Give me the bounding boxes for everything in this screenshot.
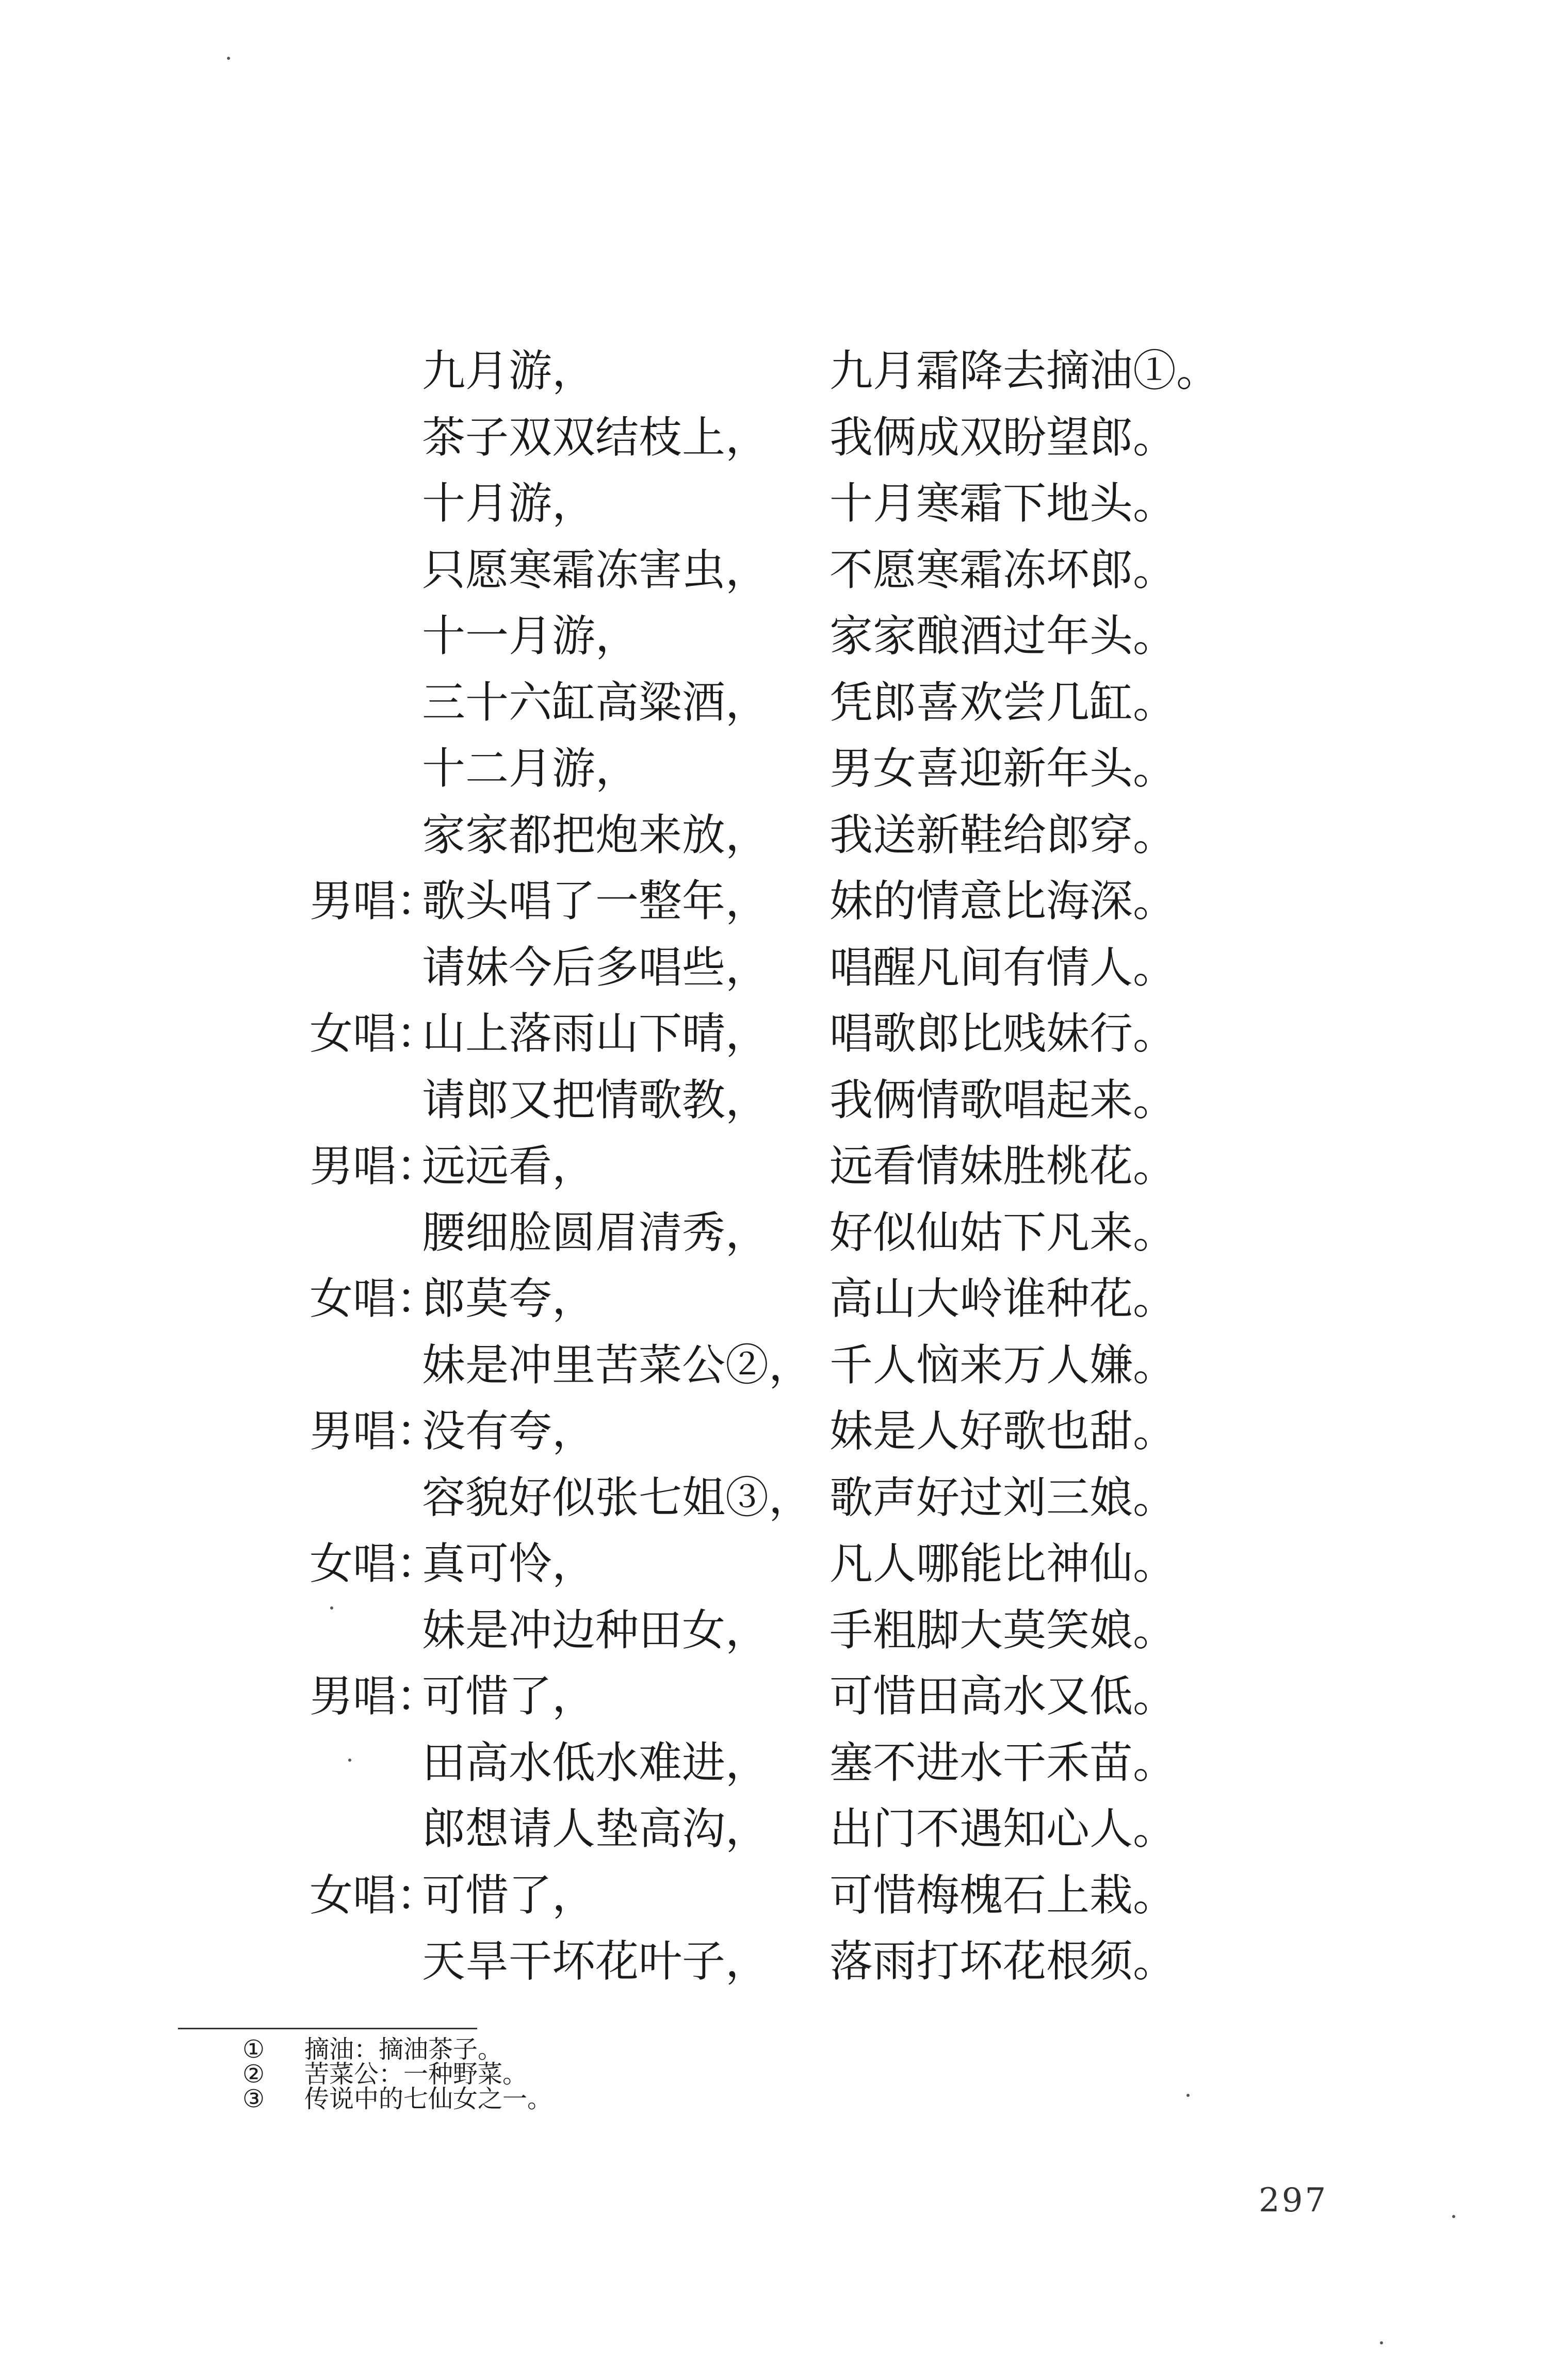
footnote-rule: [178, 2028, 477, 2029]
verse-second-half: 可惜梅槐石上栽。: [830, 1869, 1177, 1921]
verse-second-half: 落雨打坏花根须。: [830, 1936, 1177, 1987]
footnotes: [242, 2037, 965, 2111]
verse-line: [0, 1928, 1545, 1995]
verse-second-half: 唱歌郎比贱妹行。: [830, 1008, 1177, 1059]
verse-second-half: 唱醒凡间有情人。: [830, 942, 1177, 993]
speaker-label: 女唱：: [310, 1008, 440, 1059]
verse-second-half: 歌声好过刘三娘。: [830, 1472, 1177, 1523]
verse-line: [0, 537, 1545, 603]
verse-line: [0, 1266, 1545, 1332]
verse-line: [0, 1332, 1545, 1399]
verse-first-half: 请妹今后多唱些，: [422, 942, 769, 993]
footnote: [242, 2084, 965, 2113]
verse-second-half: 凭郎喜欢尝几缸。: [830, 677, 1177, 728]
verse-second-half: 远看情妹胜桃花。: [830, 1141, 1177, 1191]
verse-line: [0, 603, 1545, 669]
verse-first-half: 三十六缸高粱酒，: [422, 677, 769, 728]
verse-first-half: 茶子双双结枝上，: [422, 412, 769, 463]
verse-line: [0, 1597, 1545, 1664]
verse-second-half: 不愿寒霜冻坏郎。: [830, 544, 1177, 595]
verse-second-half: 男女喜迎新年头。: [830, 743, 1177, 794]
verse-first-half: 妹是冲里苦菜公②，: [422, 1339, 812, 1390]
speaker-label: 男唱：: [310, 1671, 440, 1721]
verse-first-half: 远远看，: [422, 1141, 596, 1191]
verse-line: [0, 868, 1545, 934]
verse-first-half: 腰细脸圆眉清秀，: [422, 1207, 769, 1258]
verse-first-half: 歌头唱了一整年，: [422, 876, 769, 926]
song-verse: [0, 338, 1545, 1995]
verse-line: [0, 934, 1545, 1001]
verse-first-half: 可惜了，: [422, 1671, 596, 1721]
speaker-label: 男唱：: [310, 876, 440, 926]
scan-speck: [330, 1606, 333, 1610]
verse-line: [0, 470, 1545, 537]
scan-speck: [1186, 2094, 1190, 2097]
verse-second-half: 高山大岭谁种花。: [830, 1273, 1177, 1324]
verse-line: [0, 1398, 1545, 1465]
scan-speck: [348, 1759, 351, 1762]
verse-first-half: 容貌好似张七姐③，: [422, 1472, 812, 1523]
verse-line: [0, 1862, 1545, 1929]
verse-first-half: 可惜了，: [422, 1869, 596, 1921]
speaker-label: 女唱：: [310, 1869, 440, 1921]
verse-second-half: 十月寒霜下地头。: [830, 478, 1177, 529]
verse-second-half: 可惜田高水又低。: [830, 1671, 1177, 1721]
footnote: [242, 2037, 965, 2062]
verse-line: [0, 1200, 1545, 1266]
verse-line: [0, 1531, 1545, 1597]
verse-first-half: 天旱干坏花叶子，: [422, 1936, 769, 1987]
verse-second-half: 妹是人好歌也甜。: [830, 1406, 1177, 1456]
verse-second-half: 妹的情意比海深。: [830, 876, 1177, 926]
verse-line: [0, 1067, 1545, 1134]
verse-second-half: 好似仙姑下凡来。: [830, 1207, 1177, 1258]
footnote: [242, 2062, 965, 2087]
speaker-label: 男唱：: [310, 1406, 440, 1456]
verse-second-half: 我俩情歌唱起来。: [830, 1074, 1177, 1125]
footnote-text: 传说中的七仙女之一。: [304, 2084, 552, 2113]
verse-line: [0, 1730, 1545, 1796]
footnote-text: 摘油：摘油茶子。: [304, 2035, 503, 2064]
verse-second-half: 我送新鞋给郎穿。: [830, 809, 1177, 860]
verse-line: [0, 338, 1545, 404]
verse-second-half: 千人恼来万人嫌。: [830, 1339, 1177, 1390]
verse-first-half: 九月游，: [422, 346, 596, 396]
speaker-label: 女唱：: [310, 1538, 440, 1589]
verse-second-half: 塞不进水干禾苗。: [830, 1737, 1177, 1788]
verse-first-half: 田高水低水难进，: [422, 1737, 769, 1788]
verse-line: [0, 1663, 1545, 1730]
verse-first-half: 郎想请人垫高沟，: [422, 1803, 769, 1854]
verse-second-half: 九月霜降去摘油①。: [830, 346, 1220, 396]
verse-line: [0, 1133, 1545, 1200]
verse-first-half: 真可怜，: [422, 1538, 596, 1589]
footnote-marker: ①: [242, 2035, 265, 2064]
verse-first-half: 没有夸，: [422, 1406, 596, 1456]
verse-second-half: 出门不遇知心人。: [830, 1803, 1177, 1854]
verse-first-half: 只愿寒霜冻害虫，: [422, 544, 769, 595]
scan-speck: [1380, 2341, 1383, 2344]
verse-second-half: 凡人哪能比神仙。: [830, 1538, 1177, 1589]
page-number: 297: [1259, 2181, 1328, 2220]
scan-speck: [227, 57, 230, 60]
verse-first-half: 郎莫夸，: [422, 1273, 596, 1324]
scan-speck: [1452, 2215, 1455, 2218]
verse-second-half: 我俩成双盼望郎。: [830, 412, 1177, 463]
verse-line: [0, 802, 1545, 868]
speaker-label: 女唱：: [310, 1273, 440, 1324]
verse-first-half: 十月游，: [422, 478, 596, 529]
verse-second-half: 手粗脚大莫笑娘。: [830, 1604, 1177, 1655]
verse-first-half: 十一月游，: [422, 611, 639, 661]
verse-line: [0, 404, 1545, 471]
verse-first-half: 请郎又把情歌教，: [422, 1074, 769, 1125]
footnote-marker: ②: [242, 2060, 265, 2089]
verse-first-half: 山上落雨山下晴，: [422, 1008, 769, 1059]
verse-line: [0, 1796, 1545, 1862]
verse-line: [0, 669, 1545, 736]
verse-line: [0, 1000, 1545, 1067]
verse-first-half: 妹是冲边种田女，: [422, 1604, 769, 1655]
verse-first-half: 家家都把炮来放，: [422, 809, 769, 860]
verse-second-half: 家家酿酒过年头。: [830, 611, 1177, 661]
verse-first-half: 十二月游，: [422, 743, 639, 794]
verse-line: [0, 1465, 1545, 1531]
footnote-marker: ③: [242, 2084, 265, 2113]
speaker-label: 男唱：: [310, 1141, 440, 1191]
footnote-text: 苦菜公：一种野菜。: [304, 2060, 528, 2089]
verse-line: [0, 735, 1545, 802]
